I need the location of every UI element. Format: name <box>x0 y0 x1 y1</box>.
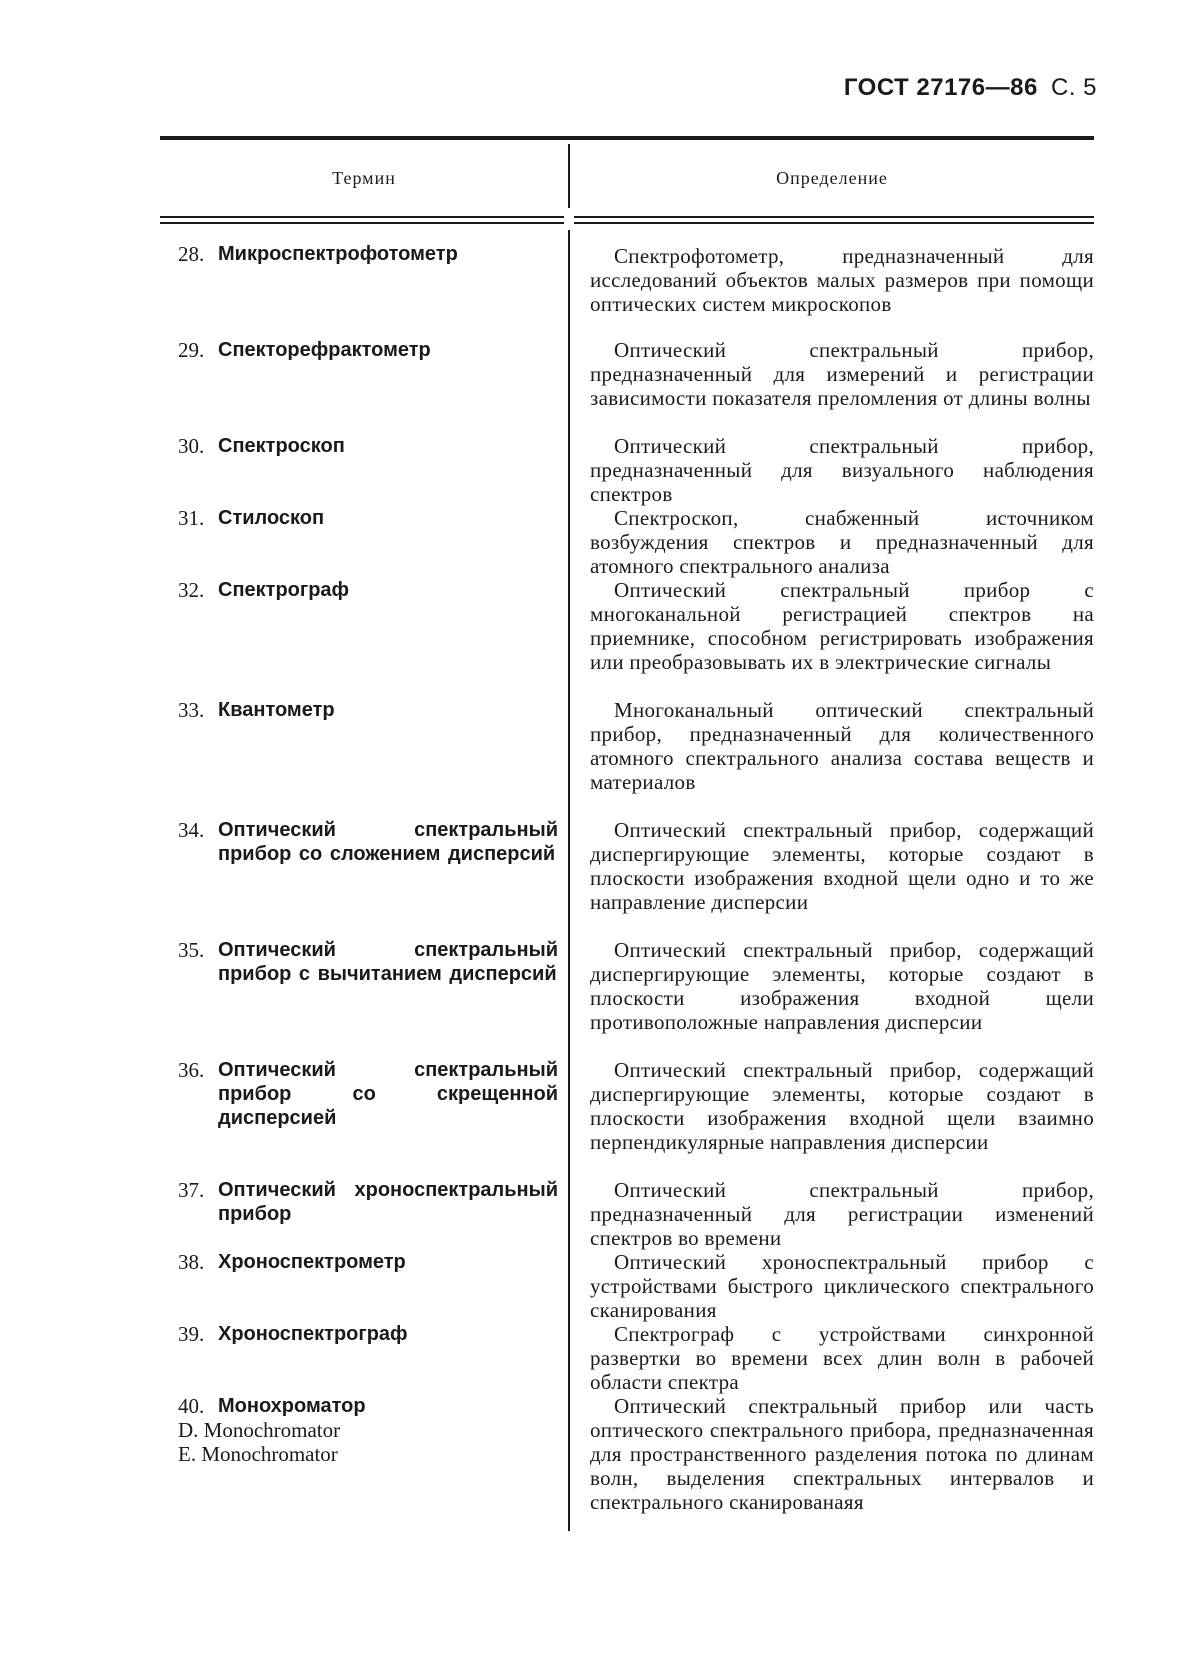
term-number: 34. <box>178 818 205 842</box>
term-number: 30. <box>178 434 205 458</box>
column-header-definition: Определение <box>776 168 888 188</box>
term-text: Оптический спектральный прибор со сложением дисперсий <box>218 819 558 865</box>
term-cell <box>178 698 558 722</box>
standard-number: ГОСТ 27176—86 <box>843 74 1038 101</box>
term-english: E. Monochromator <box>178 1442 338 1466</box>
column-divider-gap <box>564 208 574 230</box>
term-number: 33. <box>178 698 205 722</box>
term-number: 37. <box>178 1178 205 1202</box>
term-cell <box>178 1322 558 1346</box>
term-cell <box>178 818 558 866</box>
term-text: Оптический хроноспектральный прибор <box>218 1179 558 1225</box>
term-text: Спекторефрактометр <box>218 339 431 361</box>
header-bottom-rule-double <box>160 222 1094 224</box>
term-number: 36. <box>178 1058 205 1082</box>
definition-cell: Оптический спектральный прибор, содержащий диспергирующие элементы, которые создают в плоскости изображения входной щели взаимно перпендикулярные направления дисперсии <box>590 1058 1094 1154</box>
term-text: Хроноспектрометр <box>218 1251 406 1273</box>
term-text: Спектрограф <box>218 579 350 601</box>
term-cell <box>178 1394 558 1466</box>
term-text: Микроспектрофотометр <box>218 243 458 265</box>
definition-cell: Оптический хроноспектральный прибор с устройствами быстрого циклического спектрального сканирования <box>590 1250 1094 1322</box>
definition-cell: Оптический спектральный прибор, предназначенный для измерений и регистрации зависимости показателя преломления от длины волны <box>590 338 1094 410</box>
definition-cell: Оптический спектральный прибор или часть оптического спектрального прибора, предназначенная для пространственного разделения потока по длинам волн, выделения спектральных интервалов и спектрального сканированаяя <box>590 1394 1094 1514</box>
definition-cell: Оптический спектральный прибор с многоканальной регистрацией спектров на приемнике, способном регистрировать изображения или преобразовывать их в электрические сигналы <box>590 578 1094 674</box>
term-cell <box>178 1058 558 1130</box>
terms-table <box>160 136 1094 1531</box>
term-number: 32. <box>178 578 205 602</box>
term-text: Оптический спектральный прибор с вычитанием дисперсий <box>218 939 558 985</box>
term-cell <box>178 434 558 458</box>
term-cell <box>178 578 558 602</box>
definition-cell: Оптический спектральный прибор, содержащий диспергирующие элементы, которые создают в плоскости изображения входной щели противоположные направления дисперсии <box>590 938 1094 1034</box>
term-number: 28. <box>178 242 205 266</box>
term-text: Оптический спектральный прибор со скрещенной дисперсией <box>218 1059 558 1129</box>
header-bottom-rule <box>160 216 1094 218</box>
term-number: 38. <box>178 1250 205 1274</box>
term-number: 31. <box>178 506 205 530</box>
term-cell <box>178 242 558 266</box>
term-number: 35. <box>178 938 205 962</box>
term-text: Квантометр <box>218 699 335 721</box>
term-number: 29. <box>178 338 205 362</box>
term-text: Монохроматор <box>218 1395 366 1417</box>
definition-cell: Спектрофотометр, предназначенный для исследований объектов малых размеров при помощи оптических систем микроскопов <box>590 244 1094 316</box>
column-header-term: Термин <box>332 168 396 188</box>
term-cell <box>178 338 558 362</box>
term-text: Стилоскоп <box>218 507 325 529</box>
term-german: D. Monochromator <box>178 1418 341 1442</box>
term-number: 39. <box>178 1322 205 1346</box>
definition-cell: Оптический спектральный прибор, содержащий диспергирующие элементы, которые создают в плоскости изображения входной щели одно и то же направление дисперсии <box>590 818 1094 914</box>
term-cell <box>178 1178 558 1226</box>
page-number: С. 5 <box>1050 74 1097 101</box>
definition-cell: Спектроскоп, снабженный источником возбуждения спектров и предназначенный для атомного спектрального анализа <box>590 506 1094 578</box>
term-text: Хроноспектрограф <box>218 1323 408 1345</box>
definition-cell: Многоканальный оптический спектральный прибор, предназначенный для количественного атомного спектрального анализа состава веществ и материалов <box>590 698 1094 794</box>
definition-cell: Оптический спектральный прибор, предназначенный для визуального наблюдения спектров <box>590 434 1094 506</box>
term-cell <box>178 938 558 986</box>
term-text: Спектроскоп <box>218 435 345 457</box>
page-header <box>844 74 1097 102</box>
term-number: 40. <box>178 1394 205 1418</box>
definition-cell: Спектрограф с устройствами синхронной развертки во времени всех длин волн в рабочей области спектра <box>590 1322 1094 1394</box>
table-top-rule <box>160 136 1094 140</box>
term-cell <box>178 1250 558 1274</box>
definition-cell: Оптический спектральный прибор, предназначенный для регистрации изменений спектров во времени <box>590 1178 1094 1250</box>
column-divider <box>568 144 570 1531</box>
term-cell <box>178 506 558 530</box>
